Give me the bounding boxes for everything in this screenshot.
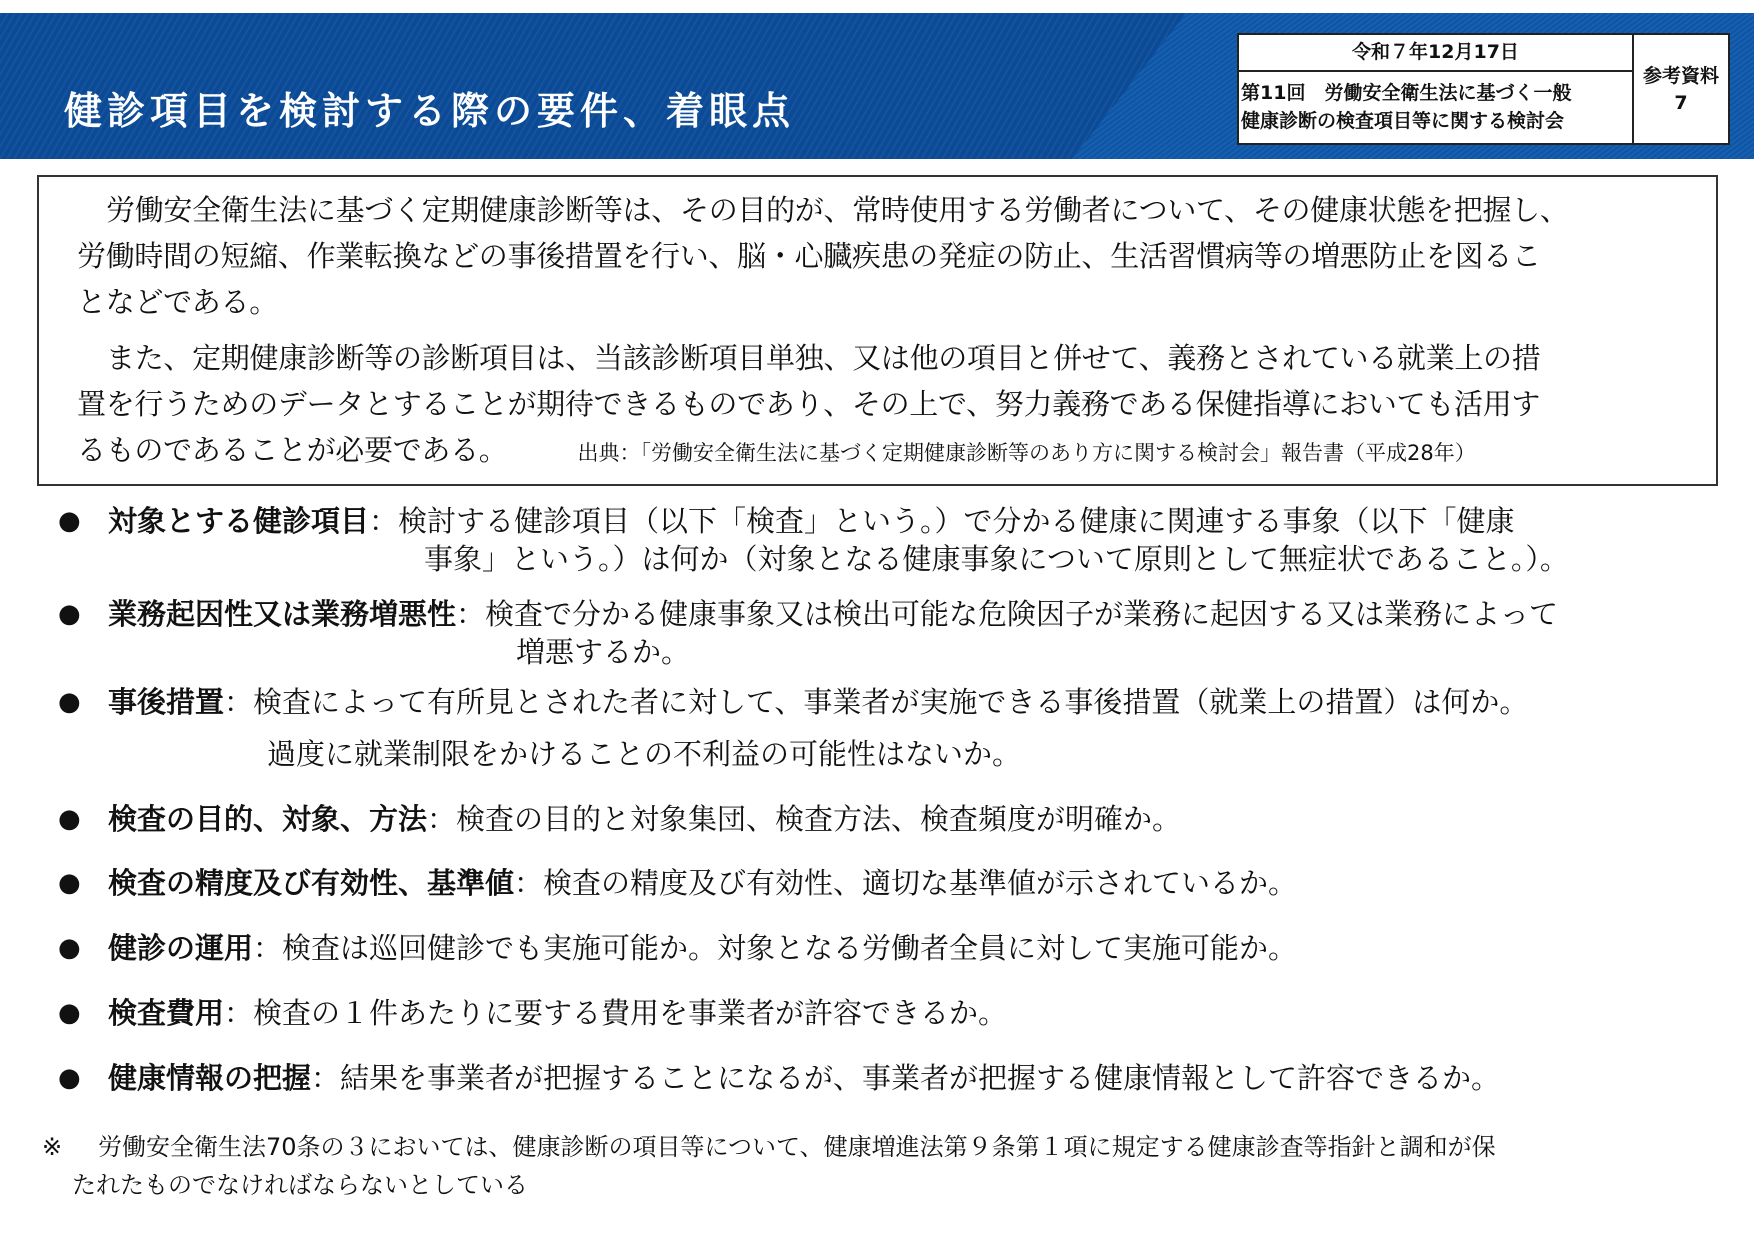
list-item-text: ：検査で分かる健康事象又は検出可能な危険因子が業務に起因する又は業務によって xyxy=(456,597,1559,631)
bullet-icon: ● xyxy=(58,868,81,898)
meeting-info-box xyxy=(1237,33,1730,145)
list-item-body xyxy=(108,1059,1500,1097)
bullet-icon: ● xyxy=(58,804,81,834)
bullet-icon: ● xyxy=(58,998,81,1028)
list-item-text: ：結果を事業者が把握することになるが、事業者が把握する健康情報として許容できるか。 xyxy=(311,1061,1501,1095)
bullet-icon: ● xyxy=(58,599,81,629)
list-item-term: 対象とする健診項目 xyxy=(108,504,370,538)
list-item-term: 事後措置 xyxy=(108,685,225,719)
list-item-text: ：検査の１件あたりに要する費用を事業者が許容できるか。 xyxy=(224,996,1008,1030)
list-item-body xyxy=(108,502,1569,578)
reference-number: 7 xyxy=(1674,92,1688,114)
list-item-term: 検査の精度及び有効性、基準値 xyxy=(108,866,515,900)
reference-label xyxy=(1634,35,1728,143)
meeting-date: 令和７年12月17日 xyxy=(1239,35,1634,72)
bullet-icon: ● xyxy=(58,933,81,963)
bullet-icon: ● xyxy=(58,687,81,717)
bullet-icon: ● xyxy=(58,506,81,536)
intro-paragraph-2 xyxy=(77,335,1686,476)
meeting-name-line-2: 健康診断の検査項目等に関する検討会 xyxy=(1241,110,1565,132)
source-citation: 出典：「労働安全衛生法に基づく定期健康診断等のあり方に関する検討会」報告書（平成28年） xyxy=(577,441,1476,465)
list-item-body xyxy=(108,994,1007,1032)
intro-box xyxy=(37,175,1718,486)
list-item-body xyxy=(108,929,1297,967)
intro-p2-line-3 xyxy=(77,427,1686,476)
list-item-text: ：検査によって有所見とされた者に対して、事業者が実施できる事後措置（就業上の措置）は何か。 xyxy=(224,685,1529,719)
intro-p1-line-2: 労働時間の短縮、作業転換などの事後措置を行い、脳・心臓疾患の発症の防止、生活習慣病等の増悪防止を図るこ xyxy=(77,239,1541,273)
footnote-line-2: たれたものでなければならないとしている xyxy=(72,1171,528,1199)
list-item-term: 健康情報の把握 xyxy=(108,1061,312,1095)
intro-p2-line-1: また、定期健康診断等の診断項目は、当該診断項目単独、又は他の項目と併せて、義務とされている就業上の措 xyxy=(106,341,1541,375)
list-item-term: 業務起因性又は業務増悪性 xyxy=(108,597,457,631)
intro-p2-line-2: 置を行うためのデータとすることが期待できるものであり、その上で、努力義務である保健指導においても活用す xyxy=(77,387,1541,421)
list-item-term: 検査の目的、対象、方法 xyxy=(108,802,428,836)
intro-p1-line-1: 労働安全衛生法に基づく定期健康診断等は、その目的が、常時使用する労働者について、その健康状態を把握し、 xyxy=(106,193,1569,227)
list-item-term: 検査費用 xyxy=(108,996,225,1030)
page-title: 健診項目を検討する際の要件、着眼点 xyxy=(64,89,796,133)
list-item-text: ：検査は巡回健診でも実施可能か。対象となる労働者全員に対して実施可能か。 xyxy=(253,931,1298,965)
reference-label-text: 参考資料 xyxy=(1642,65,1719,87)
meeting-name xyxy=(1239,72,1634,145)
intro-p1-line-3: となどである。 xyxy=(77,285,278,319)
list-item-body xyxy=(108,683,1528,773)
list-item-body xyxy=(108,800,1181,838)
list-item-body xyxy=(108,595,1558,671)
list-item-body xyxy=(108,864,1297,902)
list-item-text: ：検査の精度及び有効性、適切な基準値が示されているか。 xyxy=(514,866,1298,900)
list-item-text-cont: 増悪するか。 xyxy=(516,635,691,669)
list-item-text-cont: 事象」という。）は何か（対象となる健康事象について原則として無症状であること。）。 xyxy=(424,542,1569,576)
list-item-term: 健診の運用 xyxy=(108,931,254,965)
footnote-mark: ※ xyxy=(42,1133,63,1161)
footnote xyxy=(42,1128,1722,1204)
list-item-text-cont: 過度に就業制限をかけることの不利益の可能性はないか。 xyxy=(267,737,1022,771)
footnote-line-1: 労働安全衛生法70条の３においては、健康診断の項目等について、健康増進法第９条第１項に規定する健康診査等指針と調和が保 xyxy=(98,1133,1496,1161)
bullet-icon: ● xyxy=(58,1063,81,1093)
intro-paragraph-1 xyxy=(77,187,1686,325)
meeting-name-line-1: 第11回 労働安全衛生法に基づく一般 xyxy=(1241,82,1572,104)
intro-p2-line-3-text: るものであることが必要である。 xyxy=(77,433,508,467)
list-item-text: ：検討する健診項目（以下「検査」という。）で分かる健康に関連する事象（以下「健康 xyxy=(369,504,1515,538)
list-item-text: ：検査の目的と対象集団、検査方法、検査頻度が明確か。 xyxy=(427,802,1182,836)
